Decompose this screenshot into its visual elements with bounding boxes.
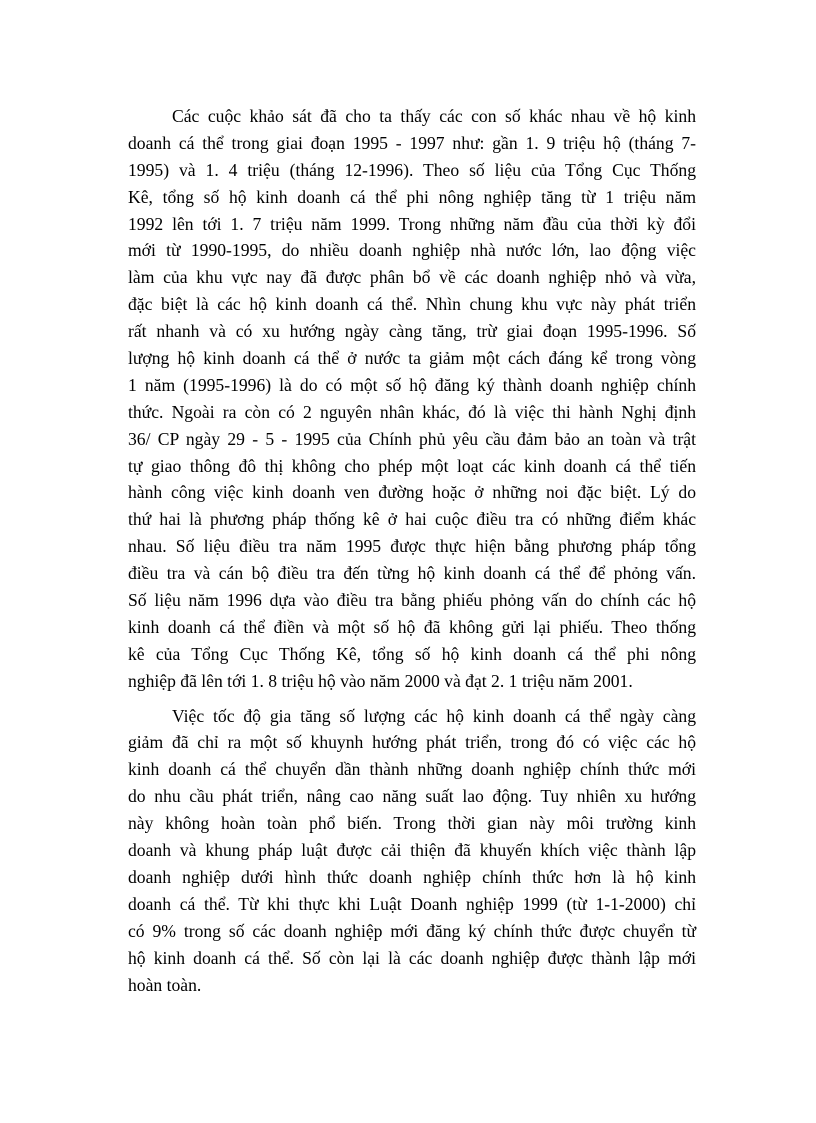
- text-line: giảm đã chỉ ra một số khuynh hướng phát triển, trong đó có việc các hộ: [128, 732, 696, 753]
- text-line: có 9% trong số các doanh nghiệp mới đăng ký chính thức được chuyển từ: [128, 920, 696, 941]
- text-line: điều tra và cán bộ điều tra đến từng hộ kinh doanh cá thể để phỏng vấn.: [128, 563, 696, 584]
- text-line: lượng hộ kinh doanh cá thể ở nước ta giảm một cách đáng kể trong vòng: [128, 348, 696, 369]
- text-line: hành công việc kinh doanh ven đường hoặc ở những noi đặc biệt. Lý do: [128, 482, 696, 503]
- text-line: nghiệp đã lên tới 1. 8 triệu hộ vào năm 2000 và đạt 2. 1 triệu năm 2001.: [128, 670, 633, 691]
- text-line: rất nhanh và có xu hướng ngày càng tăng, trừ giai đoạn 1995-1996. Số: [128, 321, 696, 342]
- text-line: mới từ 1990-1995, do nhiều doanh nghiệp nhà nước lớn, lao động việc: [128, 240, 696, 261]
- paragraph-1: [128, 103, 696, 695]
- text-line: hộ kinh doanh cá thể. Số còn lại là các doanh nghiệp được thành lập mới: [128, 947, 696, 968]
- text-line: 1 năm (1995-1996) là do có một số hộ đăng ký thành doanh nghiệp chính: [128, 374, 696, 395]
- text-line: nhau. Số liệu điều tra năm 1995 được thực hiện bằng phương pháp tổng: [128, 536, 696, 557]
- paragraph-2: [128, 703, 696, 999]
- text-line: doanh nghiệp dưới hình thức doanh nghiệp chính thức hơn là hộ kinh: [128, 866, 696, 887]
- text-line: này không hoàn toàn phổ biến. Trong thời gian này môi trường kinh: [128, 813, 696, 834]
- text-line: doanh cá thể trong giai đoạn 1995 - 1997 như: gần 1. 9 triệu hộ (tháng 7-: [128, 132, 696, 153]
- text-line: 1992 lên tới 1. 7 triệu năm 1999. Trong những năm đầu của thời kỳ đổi: [128, 213, 696, 234]
- text-line: Các cuộc khảo sát đã cho ta thấy các con số khác nhau về hộ kinh: [172, 106, 696, 126]
- text-line: kinh doanh cá thể chuyển dần thành những doanh nghiệp chính thức mới: [128, 759, 696, 780]
- text-line: tự giao thông đô thị không cho phép một loạt các kinh doanh cá thể tiến: [128, 455, 696, 476]
- text-line: Số liệu năm 1996 dựa vào điều tra bằng phiếu phỏng vấn do chính các hộ: [128, 590, 696, 611]
- text-line: doanh và khung pháp luật được cải thiện đã khuyến khích việc thành lập: [128, 840, 696, 861]
- text-line: 1995) và 1. 4 triệu (tháng 12-1996). Theo số liệu của Tổng Cục Thống: [128, 159, 696, 180]
- text-line: thứ hai là phương pháp thống kê ở hai cuộc điều tra có những điểm khác: [128, 509, 696, 530]
- document-page: [128, 103, 696, 998]
- text-line: Kê, tổng số hộ kinh doanh cá thể phi nông nghiệp tăng từ 1 triệu năm: [128, 186, 696, 207]
- text-line: hoàn toàn.: [128, 974, 202, 995]
- text-line: 36/ CP ngày 29 - 5 - 1995 của Chính phủ yêu cầu đảm bảo an toàn và trật: [128, 428, 696, 449]
- text-line: thức. Ngoài ra còn có 2 nguyên nhân khác, đó là việc thi hành Nghị định: [128, 401, 696, 422]
- text-line: kinh doanh cá thể điền và một số hộ đã không gửi lại phiếu. Theo thống: [128, 616, 696, 637]
- text-line: đặc biệt là các hộ kinh doanh cá thể. Nhìn chung khu vực này phát triển: [128, 294, 696, 315]
- text-line: làm của khu vực nay đã được phân bổ về các doanh nghiệp nhỏ và vừa,: [128, 267, 696, 288]
- text-line: kê của Tổng Cục Thống Kê, tổng số hộ kinh doanh cá thể phi nông: [128, 643, 696, 664]
- text-line: Việc tốc độ gia tăng số lượng các hộ kinh doanh cá thể ngày càng: [172, 705, 696, 726]
- text-line: doanh cá thể. Từ khi thực khi Luật Doanh nghiệp 1999 (từ 1-1-2000) chỉ: [128, 893, 696, 914]
- text-line: do nhu cầu phát triển, nâng cao năng suất lao động. Tuy nhiên xu hướng: [128, 786, 696, 807]
